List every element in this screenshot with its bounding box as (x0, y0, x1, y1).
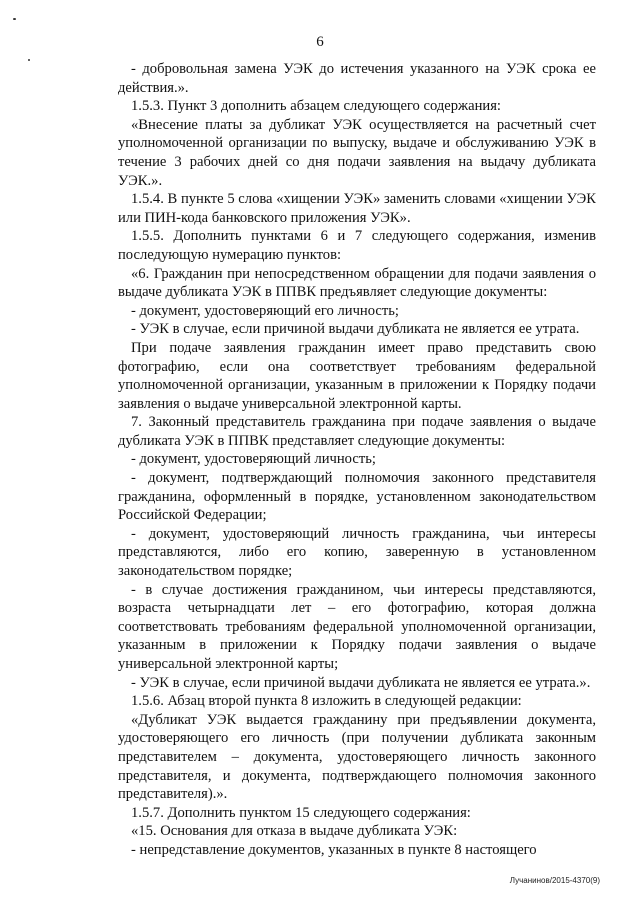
paragraph: 7. Законный представитель гражданина при подаче заявления о выдаче дубликата УЭК в ППВК представляет следующие документы: (118, 414, 596, 449)
paragraph: «15. Основания для отказа в выдаче дубликата УЭК: (131, 823, 458, 840)
paragraph: 1.5.7. Дополнить пунктом 15 следующего содержания: (131, 804, 471, 821)
paragraph: - непредставление документов, указанных в пункте 8 настоящего (131, 841, 537, 858)
paragraph: - добровольная замена УЭК до истечения указанного на УЭК срока ее действия.». (118, 61, 596, 96)
paragraph: 1.5.3. Пункт 3 дополнить абзацем следующего содержания: (131, 98, 501, 115)
paragraph: - документ, удостоверяющий личность; (131, 451, 376, 468)
paragraph: При подаче заявления гражданин имеет право представить свою фотографию, если она соответствует требованиям федеральной уполномоченной организации, указанным в приложении к Порядку подачи заявления о выдаче универсальной электронной карты. (118, 339, 596, 412)
paragraph: 1.5.6. Абзац второй пункта 8 изложить в следующей редакции: (131, 693, 522, 710)
paragraph: - документ, удостоверяющий личность гражданина, чьи интересы представляются, либо его копию, заверенную в установленном законодательством порядке; (118, 525, 596, 580)
paragraph: - в случае достижения гражданином, чьи интересы представляются, возраста четырнадцати лет – его фотографию, которая должна соответствовать требованиям федеральной уполномоченной организации, указанным в приложении к Порядку подачи заявления о выдаче универсальной электронной карты; (118, 581, 596, 672)
paragraph: - документ, подтверждающий полномочия законного представителя гражданина, оформленный в порядке, установленном законодательством Российской Федерации; (118, 470, 596, 524)
paragraph: «Внесение платы за дубликат УЭК осуществляется на расчетный счет уполномоченной организации по выпуску, выдаче и обслуживанию УЭК в течение 3 рабочих дней со дня подачи заявления на выдачу дубликата УЭК.». (118, 116, 596, 189)
document-body (118, 60, 596, 860)
paragraph: «6. Гражданин при непосредственном обращении для подачи заявления о выдаче дубликата УЭК в ППВК предъявляет следующие документы: (118, 265, 596, 301)
document-reference-code: Лучанинов/2015-4370(9) (509, 876, 600, 885)
paragraph: 1.5.5. Дополнить пунктами 6 и 7 следующего содержания, изменив последующую нумерацию пунктов: (118, 228, 596, 263)
page-number: 6 (316, 34, 324, 50)
paragraph: - документ, удостоверяющий его личность; (131, 302, 399, 319)
paragraph: 1.5.4. В пункте 5 слова «хищении УЭК» заменить словами «хищении УЭК или ПИН-кода банковского приложения УЭК». (118, 191, 596, 226)
scan-speck (13, 18, 16, 20)
scan-speck (28, 59, 30, 61)
paragraph: «Дубликат УЭК выдается гражданину при предъявлении документа, удостоверяющего его личность (при получении дубликата законным представителем – документа, удостоверяющего личность законного представителя, и документа, подтверждающего полномочия законного представителя).». (118, 711, 596, 803)
paragraph: - УЭК в случае, если причиной выдачи дубликата не является ее утрата. (131, 321, 580, 338)
paragraph: - УЭК в случае, если причиной выдачи дубликата не является ее утрата.». (131, 674, 591, 691)
